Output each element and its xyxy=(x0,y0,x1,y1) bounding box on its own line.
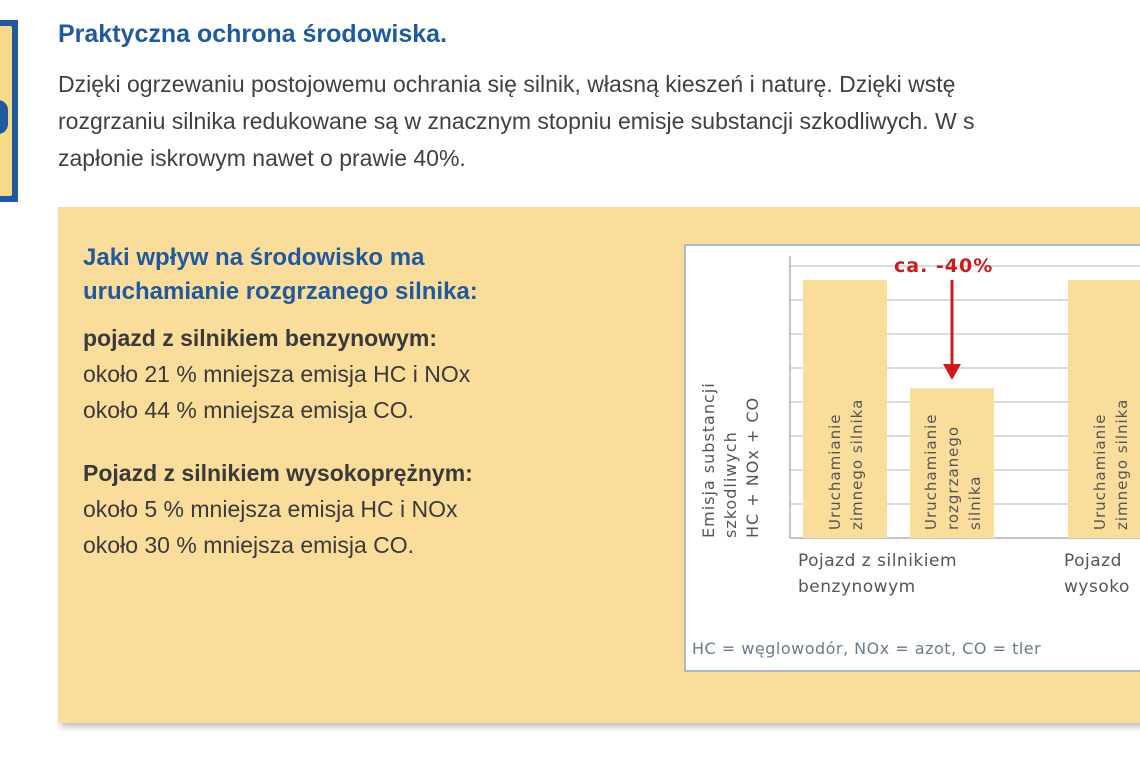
page-title: Praktyczna ochrona środowiska. xyxy=(58,20,448,48)
bar-label: Uruchamianie xyxy=(1091,413,1109,530)
chart-footnote: HC = węglowodór, NOx = azot, CO = tler xyxy=(692,639,1042,658)
x-category-label: wysoko xyxy=(1064,577,1130,597)
diesel-stat-line: około 30 % mniejsza emisja CO. xyxy=(83,532,415,558)
reduction-annotation: ca. -40% xyxy=(894,255,994,277)
emission-chart xyxy=(684,244,1140,672)
petrol-stat-line: około 44 % mniejsza emisja CO. xyxy=(83,397,415,423)
y-axis-label: szkodliwych xyxy=(721,431,740,538)
intro-line: rozgrzaniu silnika redukowane są w znacznym stopniu emisje substancji szkodliwych. W s xyxy=(58,108,975,134)
info-panel xyxy=(58,207,1140,723)
petrol-stat-line: około 21 % mniejsza emisja HC i NOx xyxy=(83,361,471,387)
diesel-stat-line: około 5 % mniejsza emisja HC i NOx xyxy=(83,496,458,522)
bar xyxy=(803,280,887,538)
petrol-vehicle-group xyxy=(83,320,470,428)
section-icon xyxy=(0,20,18,202)
x-category-label: Pojazd xyxy=(1064,551,1122,571)
petrol-vehicle-title: pojazd z silnikiem benzynowym: xyxy=(83,325,438,351)
intro-line: Dzięki ogrzewaniu postojowemu ochrania się silnik, własną kieszeń i naturę. Dzięki wstę xyxy=(58,71,956,97)
panel-heading-line: uruchamianie rozgrzanego silnika: xyxy=(83,278,478,305)
bar-label: Uruchamianie xyxy=(922,413,940,530)
bar-label: silnika xyxy=(966,475,984,530)
intro-line: zapłonie iskrowym nawet o prawie 40%. xyxy=(58,145,466,171)
y-axis-label: HC + NOx + CO xyxy=(743,396,762,538)
emission-chart-svg xyxy=(686,246,1140,670)
intro-paragraph xyxy=(58,66,1140,177)
diesel-vehicle-title: Pojazd z silnikiem wysokoprężnym: xyxy=(83,460,473,486)
x-category-label: benzynowym xyxy=(798,577,916,597)
bar-label: rozgrzanego xyxy=(944,425,962,530)
panel-heading xyxy=(83,241,478,309)
diesel-vehicle-group xyxy=(83,455,473,563)
y-axis-label: Emisja substancji xyxy=(699,382,718,538)
bar-label: Uruchamianie xyxy=(826,413,844,530)
panel-heading-line: Jaki wpływ na środowisko ma xyxy=(83,244,425,271)
bar-label: zimnego silnika xyxy=(1113,398,1131,530)
x-category-label: Pojazd z silnikiem xyxy=(798,551,958,571)
bar-label: zimnego silnika xyxy=(848,398,866,530)
